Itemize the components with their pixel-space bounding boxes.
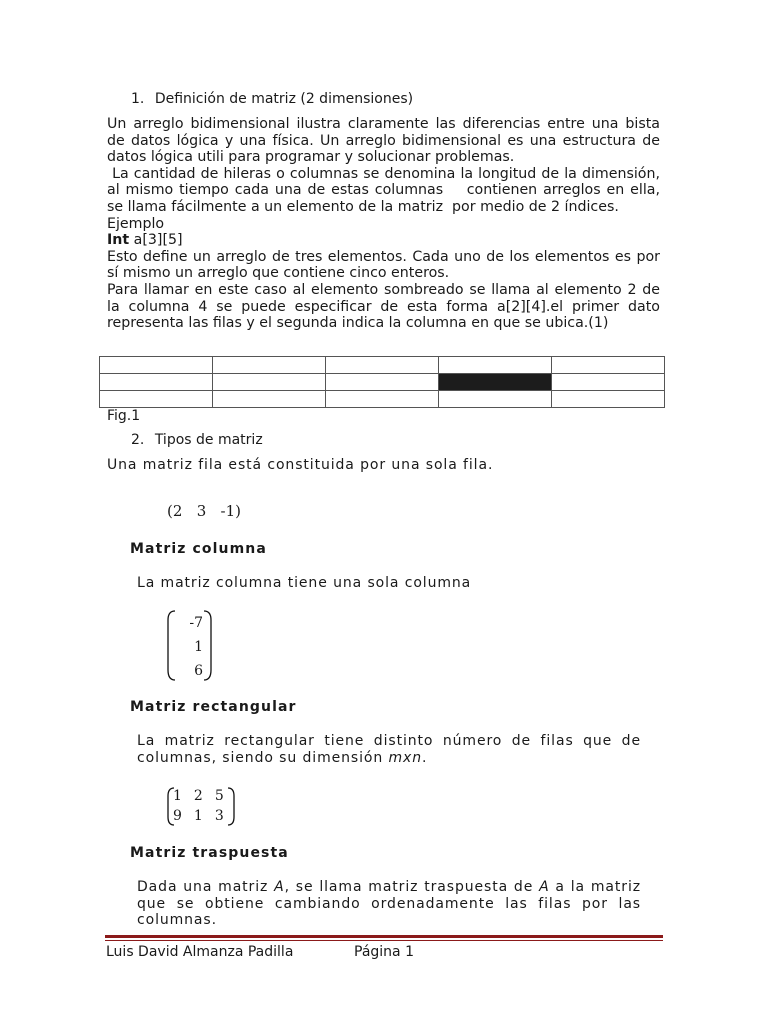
rectangular-matrix [166, 786, 238, 828]
table-cell [213, 391, 326, 408]
table-cell [552, 391, 665, 408]
rect-text-a: La matriz rectangular tiene distinto número de filas que de columnas, siendo su dimensión [137, 733, 641, 766]
transpose-matrix-text [137, 879, 641, 929]
trans-t5: a la matriz que se obtiene cambiando ordenadamente las filas por las columnas. [137, 879, 641, 928]
table-cell [100, 357, 213, 374]
code-rest: a[3][5] [129, 232, 183, 249]
table-cell [213, 374, 326, 391]
paragraph-example: Ejemplo [107, 215, 165, 232]
footer-rule-thick [105, 935, 663, 938]
table-cell [439, 357, 552, 374]
definition-body [107, 116, 665, 332]
trans-t2: A [274, 879, 285, 895]
matrix-row [173, 786, 224, 806]
column-matrix-heading: Matriz columna [130, 541, 267, 557]
paragraph-3: Esto define un arreglo de tres elementos. Cada uno de los elementos es por sí mismo un arreglo que contiene cinco enteros. [107, 248, 660, 282]
table-cell [552, 374, 665, 391]
table-row [100, 374, 665, 391]
column-value: -7 [189, 615, 203, 631]
rect-text-b: . [421, 750, 428, 766]
shaded-cell [439, 374, 552, 391]
section-1-title: Definición de matriz (2 dimensiones) [154, 91, 414, 107]
section-1-heading [131, 91, 413, 107]
matrix-cell: 3 [214, 808, 224, 824]
code-keyword: Int [107, 232, 130, 249]
row-matrix: (2 3 -1) [167, 502, 242, 520]
rectangular-matrix-values [173, 786, 224, 826]
section-2-number: 2. [131, 432, 145, 448]
trans-t1: Dada una matriz [137, 879, 275, 895]
rect-text-em: mxn [388, 750, 422, 766]
paragraph-2: La cantidad de hileras o columnas se denomina la longitud de la dimensión, al mismo tiempo cada una de estas columnas contienen arreglos en ella, se llama fácilmente a un elemento de la matriz por medio de 2 índices. [107, 165, 665, 215]
figure-array-table [99, 356, 665, 408]
footer-author: Luis David Almanza Padilla [106, 944, 294, 960]
column-value: 6 [194, 663, 203, 679]
row-matrix-text: Una matriz fila está constituida por una sola fila. [107, 457, 494, 473]
table-cell [100, 374, 213, 391]
column-matrix-text: La matriz columna tiene una sola columna [137, 575, 472, 591]
matrix-cell: 1 [193, 808, 203, 824]
matrix-cell: 2 [193, 788, 203, 804]
footer-rule-thin [105, 940, 663, 941]
paragraph-1: Un arreglo bidimensional ilustra claramente las diferencias entre una bista de datos lógica y una física. Un arreglo bidimensional es una estructura de datos lógica utili para programar y solucionar problemas. [107, 116, 660, 166]
table-cell [326, 391, 439, 408]
section-1-number: 1. [131, 91, 145, 107]
table-cell [552, 357, 665, 374]
section-2-title: Tipos de matriz [154, 432, 263, 448]
matrix-row [173, 806, 224, 826]
column-matrix [166, 608, 216, 684]
table-cell [100, 391, 213, 408]
column-value: 1 [194, 639, 203, 655]
matrix-cell: 9 [173, 808, 182, 824]
section-2-heading [131, 432, 263, 448]
table-row [100, 391, 665, 408]
table-cell [213, 357, 326, 374]
trans-t4: A [539, 879, 550, 895]
rectangular-matrix-text [137, 733, 641, 767]
table-cell [326, 374, 439, 391]
table-row [100, 357, 665, 374]
paragraph-code [107, 232, 660, 249]
table-cell [326, 357, 439, 374]
column-matrix-values [175, 611, 203, 683]
paragraph-4: Para llamar en este caso al elemento sombreado se llama al elemento 2 de la columna 4 se puede especificar de esta forma a[2][4].el primer dato representa las filas y el segunda indica la columna en que se ubica.(1) [107, 281, 660, 332]
transpose-matrix-heading: Matriz traspuesta [130, 845, 289, 861]
figure-caption: Fig.1 [107, 408, 141, 424]
trans-t3: , se llama matriz traspuesta de [284, 879, 540, 895]
matrix-cell: 5 [214, 788, 224, 804]
footer-page-number: Página 1 [354, 944, 414, 960]
table-cell [439, 391, 552, 408]
rectangular-matrix-heading: Matriz rectangular [130, 699, 297, 715]
matrix-cell: 1 [173, 788, 182, 804]
